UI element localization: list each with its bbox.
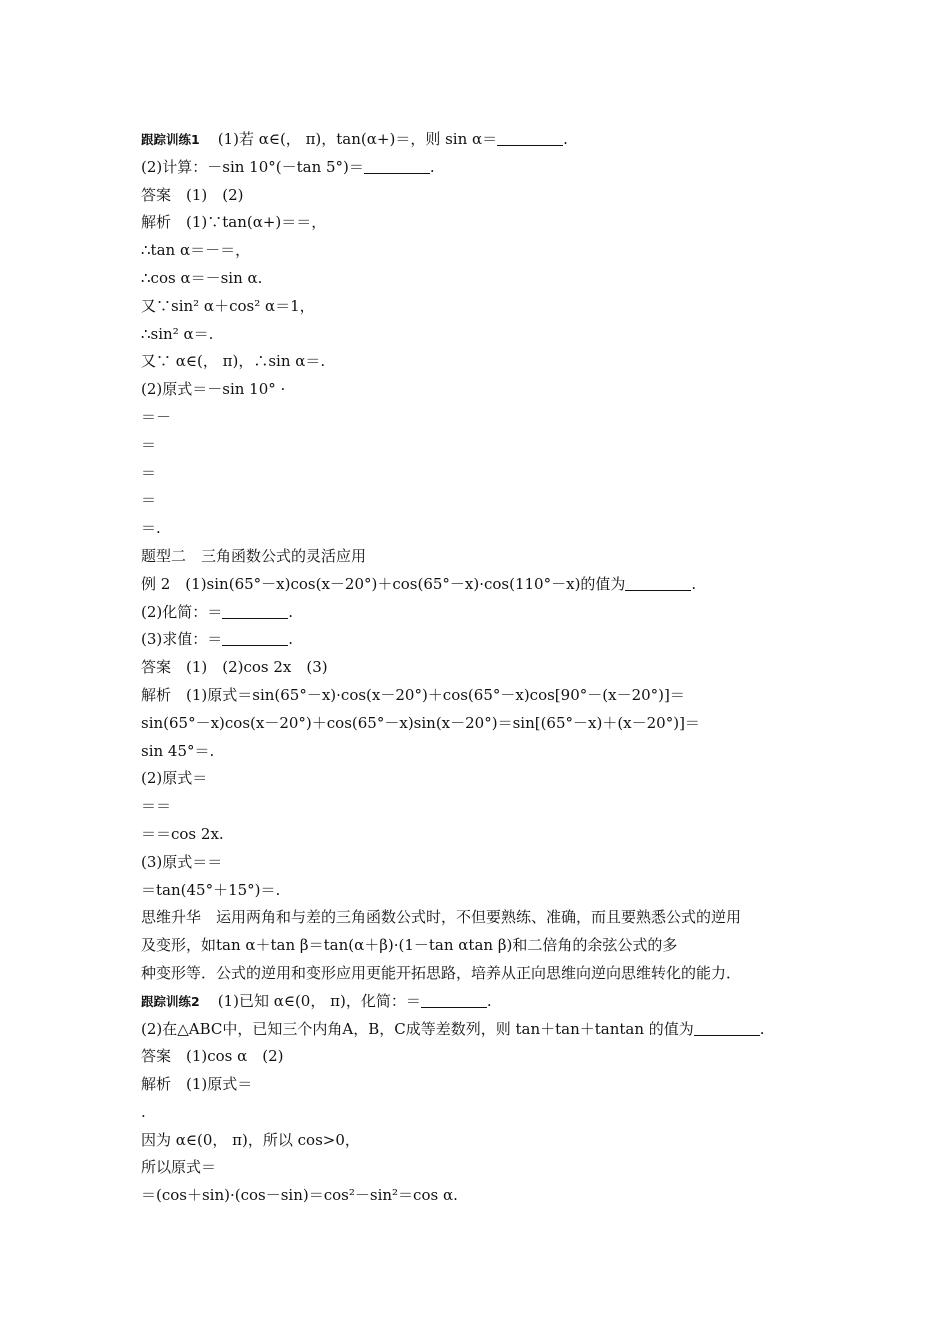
text-line xyxy=(141,293,821,321)
line-text: 因为 α∈(0， π)，所以 cos>0， xyxy=(141,1130,360,1149)
text-line xyxy=(141,626,821,654)
line-end-punct: . xyxy=(759,1019,765,1038)
line-text: ＝(cos＋sin)·(cos－sin)＝cos²－sin²＝cos α. xyxy=(141,1186,458,1205)
text-line xyxy=(141,348,821,376)
text-line xyxy=(141,515,821,543)
line-text: (2)计算：－sin 10°(－tan 5°)＝ xyxy=(141,157,364,176)
line-text: 例 2 (1)sin(65°－x)cos(x－20°)＋cos(65°－x)·cos(110°－x)的值为 xyxy=(141,574,626,593)
line-text: ∴tan α＝－＝， xyxy=(141,241,251,260)
text-line xyxy=(141,237,821,265)
line-text: 及变形，如tan α＋tan β＝tan(α＋β)·(1－tan αtan β)和二倍角的余弦公式的多 xyxy=(141,936,678,955)
text-line xyxy=(141,904,821,932)
answer-blank xyxy=(421,993,487,1008)
text-line xyxy=(141,571,821,599)
line-end-punct: . xyxy=(288,602,294,621)
line-end-punct: . xyxy=(563,130,568,148)
answer-blank xyxy=(625,576,691,591)
line-text: . xyxy=(141,1102,146,1121)
text-line xyxy=(141,654,821,682)
text-line xyxy=(141,682,821,710)
line-text: (3)求值：＝ xyxy=(141,630,223,649)
line-text: 所以原式＝ xyxy=(141,1158,217,1177)
text-line xyxy=(141,182,821,210)
text-line xyxy=(141,738,821,766)
text-line xyxy=(141,432,821,460)
line-text: (2)化简：＝ xyxy=(141,602,223,621)
text-line xyxy=(141,154,821,182)
answer-blank xyxy=(222,604,288,619)
text-line xyxy=(141,265,821,293)
line-text: 答案 (1) (2) xyxy=(141,185,244,204)
text-line xyxy=(141,460,821,488)
line-text: 种变形等．公式的逆用和变形应用更能开拓思路，培养从正向思维向逆向思维转化的能力． xyxy=(141,963,742,982)
line-text: (1)若 α∈(， π)，tan(α+)＝，则 sin α＝ xyxy=(217,130,498,148)
text-line xyxy=(141,376,821,404)
line-text: (1)已知 α∈(0， π)，化简：＝ xyxy=(217,991,421,1010)
text-line xyxy=(141,1127,821,1155)
text-line xyxy=(141,932,821,960)
line-text: 又∵sin² α＋cos² α＝1， xyxy=(141,296,315,315)
text-line xyxy=(141,793,821,821)
line-text: ＝ xyxy=(141,435,157,454)
line-text: ＝. xyxy=(141,519,161,538)
line-text: 题型二 三角函数公式的灵活应用 xyxy=(141,546,367,565)
line-text: ＝－ xyxy=(141,407,172,426)
text-line xyxy=(141,1154,821,1182)
text-line xyxy=(141,599,821,627)
text-line xyxy=(141,1043,821,1071)
line-text: (2)原式＝ xyxy=(141,769,208,788)
line-text: 又∵ α∈(， π)，∴sin α＝. xyxy=(141,352,326,371)
text-line xyxy=(141,1099,821,1127)
text-line xyxy=(141,487,821,515)
text-line xyxy=(141,321,821,349)
line-text: ＝＝cos 2x. xyxy=(141,824,224,843)
answer-blank xyxy=(222,631,288,646)
line-text: 答案 (1)cos α (2) xyxy=(141,1047,284,1066)
exercise-tag: 跟踪训练1 xyxy=(141,132,200,147)
line-text: sin 45°＝. xyxy=(141,741,215,760)
text-line xyxy=(141,126,821,154)
line-text: 答案 (1) (2)cos 2x (3) xyxy=(141,658,328,677)
text-line xyxy=(141,710,821,738)
text-line xyxy=(141,404,821,432)
text-line xyxy=(141,209,821,237)
document-page xyxy=(141,126,821,1210)
text-line xyxy=(141,543,821,571)
line-text: ＝ xyxy=(141,463,157,482)
text-line xyxy=(141,877,821,905)
line-end-punct: . xyxy=(288,630,294,649)
line-text: ＝＝ xyxy=(141,797,172,816)
answer-blank xyxy=(497,131,563,146)
line-text: sin(65°－x)cos(x－20°)＋cos(65°－x)sin(x－20°)＝sin[(65°－x)＋(x－20°)]＝ xyxy=(141,713,700,732)
line-text: ∴cos α＝－sin α. xyxy=(141,268,263,287)
line-text: 解析 (1)∵tan(α+)＝＝， xyxy=(141,213,327,232)
line-text: (2)在△ABC中，已知三个内角A，B，C成等差数列，则 tan＋tan＋tantan 的值为 xyxy=(141,1019,694,1038)
line-end-punct: . xyxy=(486,991,492,1010)
line-text: (3)原式＝＝ xyxy=(141,852,223,871)
text-line xyxy=(141,1182,821,1210)
line-end-punct: . xyxy=(429,157,435,176)
text-line xyxy=(141,765,821,793)
line-text: ∴sin² α＝. xyxy=(141,324,214,343)
line-text: 解析 (1)原式＝sin(65°－x)·cos(x－20°)＋cos(65°－x)cos[90°－(x－20°)]＝ xyxy=(141,685,685,704)
exercise-tag: 跟踪训练2 xyxy=(141,993,200,1009)
text-line xyxy=(141,988,821,1016)
answer-blank xyxy=(694,1021,760,1036)
line-text: ＝tan(45°＋15°)＝. xyxy=(141,880,281,899)
answer-blank xyxy=(364,159,430,174)
text-line xyxy=(141,849,821,877)
line-text: 解析 (1)原式＝ xyxy=(141,1075,253,1094)
text-line xyxy=(141,821,821,849)
line-text: (2)原式＝－sin 10° · xyxy=(141,380,286,399)
line-text: 思维升华 运用两角和与差的三角函数公式时，不但要熟练、准确，而且要熟悉公式的逆用 xyxy=(141,908,742,927)
text-line xyxy=(141,960,821,988)
text-line xyxy=(141,1071,821,1099)
line-end-punct: . xyxy=(691,574,697,593)
text-line xyxy=(141,1016,821,1044)
line-text: ＝ xyxy=(141,491,157,510)
